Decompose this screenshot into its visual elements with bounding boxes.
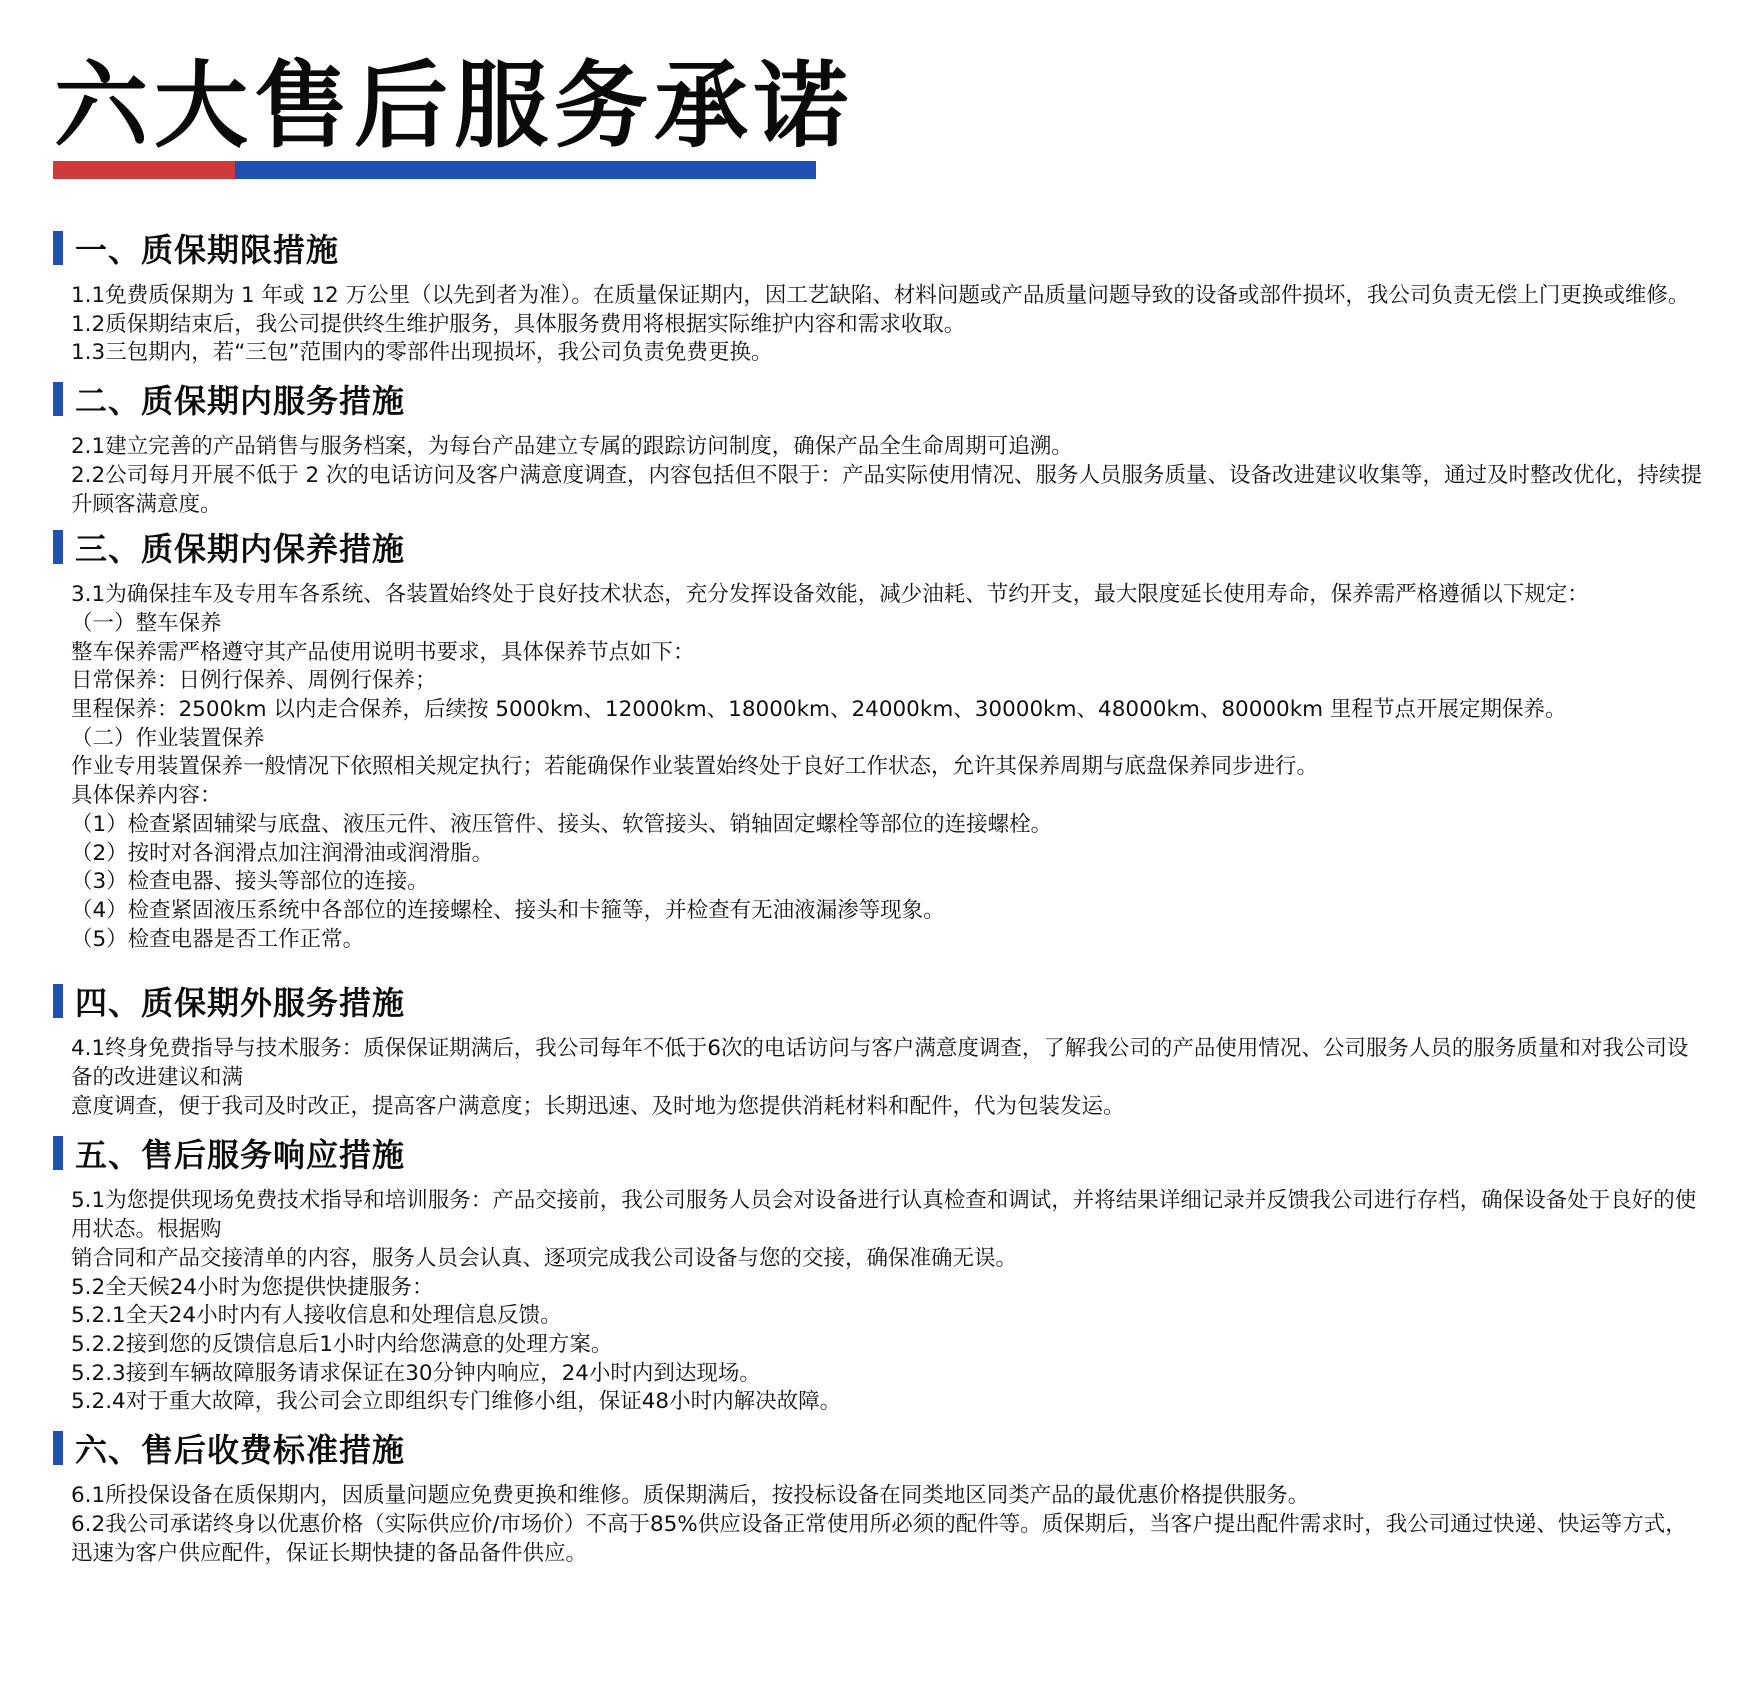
section-heading [53, 525, 1703, 569]
section-in-warranty-service [53, 377, 1703, 519]
section-after-sales-response [53, 1131, 1703, 1417]
section-out-of-warranty-service [53, 979, 1703, 1121]
section-after-sales-fees [53, 1426, 1703, 1568]
section-title: 一、质保期限措施 [75, 231, 340, 269]
section-heading [53, 1426, 1703, 1470]
paragraph: 1.1免费质保期为 1 年或 12 万公里（以先到者为准）。在质量保证期内，因工艺缺陷、材料问题或产品质量问题导致的设备或部件损坏，我公司负责无偿上门更换或维修。 [71, 283, 1690, 308]
section-body [53, 1187, 1703, 1417]
section-heading [53, 226, 1703, 270]
heading-marker [53, 382, 63, 416]
list-item: （2）按时对各润滑点加注润滑油或润滑脂。 [71, 840, 494, 866]
section-title: 四、质保期外服务措施 [75, 984, 406, 1023]
list-item: （5）检查电器是否工作正常。 [71, 926, 365, 952]
heading-marker [53, 530, 63, 564]
section-title: 三、质保期内保养措施 [75, 530, 406, 569]
paragraph: （二）作业装置保养 [71, 725, 265, 751]
paragraph: 销合同和产品交接清单的内容，服务人员会认真、逐项完成我公司设备与您的交接，确保准确无误。 [71, 1245, 1018, 1271]
section-title: 五、售后服务响应措施 [75, 1136, 406, 1175]
list-item: （1）检查紧固辅梁与底盘、液压元件、液压管件、接头、软管接头、销轴固定螺栓等部位的连接螺栓。 [71, 811, 1053, 837]
list-item: 5.2.2接到您的反馈信息后1小时内给您满意的处理方案。 [71, 1331, 613, 1357]
title-underline [53, 161, 816, 179]
paragraph: 里程保养：2500km 以内走合保养，后续按 5000km、12000km、18000km、24000km、30000km、48000km、80000km 里程节点开展定期保养。 [71, 697, 1567, 723]
list-item: 5.2.3接到车辆故障服务请求保证在30分钟内响应，24小时内到达现场。 [71, 1360, 761, 1386]
section-body [53, 1482, 1703, 1568]
section-in-warranty-maintenance [53, 525, 1703, 954]
content [53, 226, 1703, 1568]
paragraph: 6.2我公司承诺终身以优惠价格（实际供应价/市场价）不高于85%供应设备正常使用所必须的配件等。质保期后，当客户提出配件需求时，我公司通过快递、快运等方式，迅速为客户供应配件，保证长期快捷的备品备件供应。 [71, 1511, 1687, 1566]
paragraph: （一）整车保养 [71, 610, 222, 636]
section-body [53, 282, 1703, 368]
paragraph: 具体保养内容： [71, 783, 222, 809]
list-item: （4）检查紧固液压系统中各部位的连接螺栓、接头和卡箍等，并检查有无油液漏渗等现象。 [71, 897, 945, 923]
section-body [53, 1035, 1703, 1121]
section-title: 六、售后收费标准措施 [75, 1431, 406, 1470]
title-underline-red [53, 161, 235, 179]
list-item: 5.2.1全天24小时内有人接收信息和处理信息反馈。 [71, 1303, 562, 1329]
section-heading [53, 979, 1703, 1023]
list-item: （3）检查电器、接头等部位的连接。 [71, 869, 429, 895]
paragraph: 6.1所投保设备在质保期内，因质量问题应免费更换和维修。质保期满后，按投标设备在同类地区同类产品的最优惠价格提供服务。 [71, 1483, 1310, 1509]
heading-marker [53, 1136, 63, 1170]
paragraph: 4.1终身免费指导与技术服务：质保保证期满后，我公司每年不低于6次的电话访问与客户满意度调查，了解我公司的产品使用情况、公司服务人员的服务质量和对我公司设备的改进建议和满 [71, 1036, 1689, 1091]
section-warranty-period [53, 226, 1703, 368]
heading-marker [53, 984, 63, 1018]
heading-marker [53, 1431, 63, 1465]
list-item: 5.2.4对于重大故障，我公司会立即组织专门维修小组，保证48小时内解决故障。 [71, 1389, 842, 1415]
title-underline-blue [235, 161, 816, 179]
section-heading [53, 377, 1703, 421]
paragraph: 1.3三包期内，若“三包”范围内的零部件出现损坏，我公司负责免费更换。 [71, 340, 773, 366]
paragraph: 整车保养需严格遵守其产品使用说明书要求，具体保养节点如下： [71, 639, 695, 665]
paragraph: 3.1为确保挂车及专用车各系统、各装置始终处于良好技术状态，充分发挥设备效能，减少油耗、节约开支，最大限度延长使用寿命，保养需严格遵循以下规定： [71, 582, 1589, 608]
section-heading [53, 1131, 1703, 1175]
paragraph: 5.1为您提供现场免费技术指导和培训服务：产品交接前，我公司服务人员会对设备进行认真检查和调试，并将结果详细记录并反馈我公司进行存档，确保设备处于良好的使用状态。根据购 [71, 1188, 1697, 1243]
section-body [53, 433, 1703, 519]
page-title: 六大售后服务承诺 [54, 52, 855, 161]
paragraph: 意度调查，便于我司及时改正，提高客户满意度；长期迅速、及时地为您提供消耗材料和配件，代为包装发运。 [71, 1093, 1125, 1119]
heading-marker [53, 231, 63, 265]
paragraph: 作业专用装置保养一般情况下依照相关规定执行；若能确保作业装置始终处于良好工作状态，允许其保养周期与底盘保养同步进行。 [71, 754, 1319, 780]
paragraph: 1.2质保期结束后，我公司提供终生维护服务，具体服务费用将根据实际维护内容和需求收取。 [71, 311, 966, 337]
paragraph: 2.2公司每月开展不低于 2 次的电话访问及客户满意度调查，内容包括但不限于：产品实际使用情况、服务人员服务质量、设备改进建议收集等，通过及时整改优化，持续提升顾客满意度。 [71, 462, 1703, 517]
paragraph: 5.2全天候24小时为您提供快捷服务： [71, 1274, 434, 1300]
paragraph: 日常保养：日例行保养、周例行保养； [71, 668, 437, 694]
paragraph: 2.1建立完善的产品销售与服务档案，为每台产品建立专属的跟踪访问制度，确保产品全生命周期可追溯。 [71, 434, 1073, 460]
section-title: 二、质保期内服务措施 [75, 382, 406, 421]
section-body [53, 581, 1703, 954]
